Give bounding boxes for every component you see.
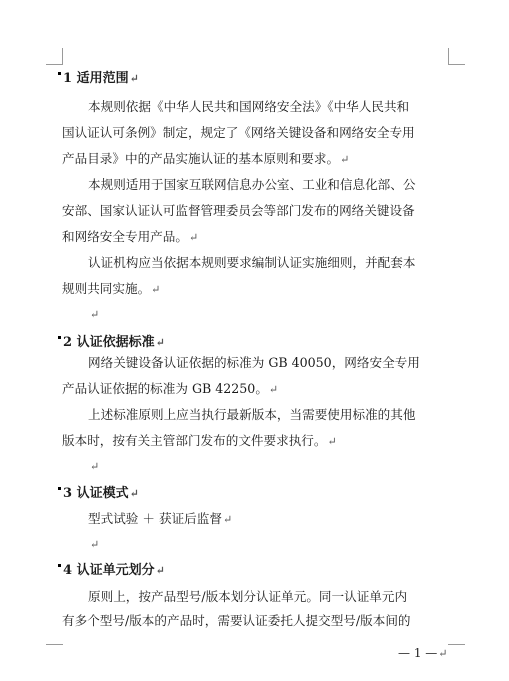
section-heading: 1 适用范围↵ [58,70,139,88]
crop-mark-bottom-left [46,644,63,645]
crop-mark-top-left [62,48,63,65]
paragraph-line: 规则共同实施。↵ [62,281,161,296]
paragraph-line: 网络关键设备认证依据的标准为 GB 40050，网络安全专用 [88,355,420,370]
empty-paragraph-mark: ↵ [90,460,100,473]
crop-mark-top-right [448,48,449,65]
section-heading: 4 认证单元划分↵ [58,562,165,580]
paragraph-line: 有多个型号/版本的产品时，需要认证委托人提交型号/版本间的 [62,613,411,628]
crop-mark-top-left [46,64,63,65]
paragraph-line: 和网络安全专用产品。↵ [62,229,199,244]
paragraph-line: 上述标准原则上应当执行最新版本，当需要使用标准的其他 [88,407,416,422]
section-heading: 2 认证依据标准↵ [58,334,165,352]
crop-mark-bottom-right [448,644,465,645]
paragraph-line: 产品目录》中的产品实施认证的基本原则和要求。↵ [62,151,350,166]
paragraph-line: 本规则依据《中华人民共和国网络安全法》《中华人民共和 [88,99,410,114]
paragraph-line: 认证机构应当依据本规则要求编制认证实施细则，并配套本 [88,255,416,270]
paragraph-line: 型式试验 ＋ 获证后监督↵ [88,511,233,526]
paragraph-line: 安部、国家认证认可监督管理委员会等部门发布的网络关键设备 [62,203,415,218]
page-number: — 1 —↵ [398,646,448,660]
section-heading: 3 认证模式↵ [58,485,139,503]
empty-paragraph-mark: ↵ [90,538,100,551]
crop-mark-top-right [448,64,465,65]
paragraph-line: 原则上，按产品型号/版本划分认证单元。同一认证单元内 [88,589,408,604]
paragraph-line: 本规则适用于国家互联网信息办公室、工业和信息化部、公 [88,177,416,192]
paragraph-line: 版本时，按有关主管部门发布的文件要求执行。↵ [62,433,337,448]
paragraph-line: 产品认证依据的标准为 GB 42250。↵ [62,381,279,396]
paragraph-line: 国认证认可条例》制定，规定了《网络关键设备和网络安全专用 [62,125,415,140]
empty-paragraph-mark: ↵ [90,308,100,321]
